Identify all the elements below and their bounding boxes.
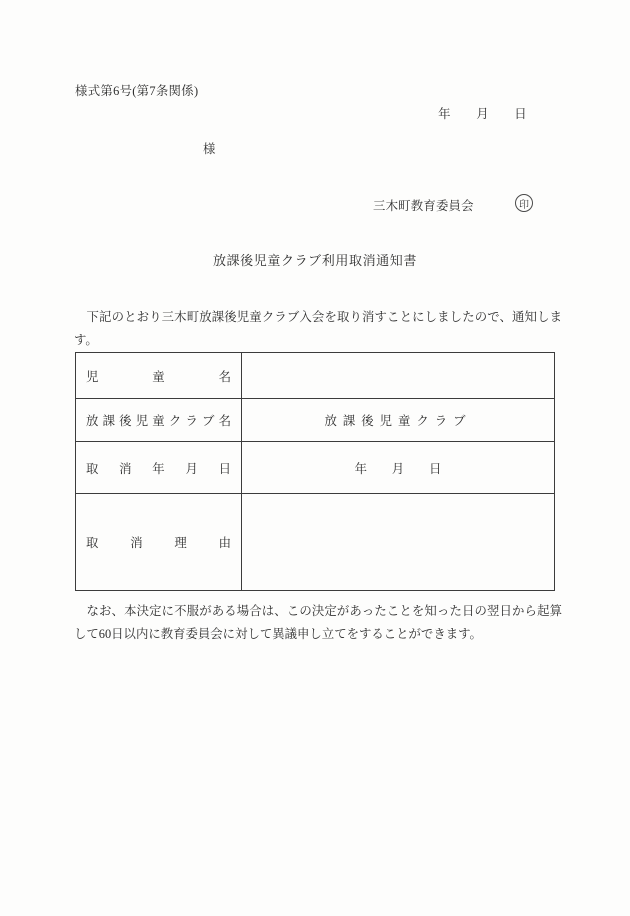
table-row-club-name-value: 放課後児童クラブ [242, 398, 554, 441]
table-row-cancel-date-value: 年 月 日 [242, 441, 554, 493]
table-row-child-name-label: 児童名 [76, 353, 242, 398]
seal-stamp-icon [515, 194, 533, 212]
table-row-cancel-date-label: 取消年月日 [76, 441, 242, 493]
form-number: 様式第6号(第7条関係) [75, 84, 199, 98]
issuer-name: 三木町教育委員会 [373, 199, 474, 213]
table-row-club-name-label: 放課後児童クラブ名 [76, 398, 242, 441]
appeal-note-paragraph: なお、本決定に不服がある場合は、この決定があったことを知った日の翌日から起算して60日以内に教育委員会に対して異議申し立てをすることができます。 [74, 604, 562, 641]
notice-table [75, 352, 555, 591]
body-paragraph: 下記のとおり三木町放課後児童クラブ入会を取り消すことにしましたので、通知します。 [74, 310, 562, 347]
seal-character: 印 [519, 199, 529, 211]
addressee-suffix: 様 [203, 142, 216, 156]
table-row-child-name-value [242, 353, 554, 398]
table-row-cancel-reason-label: 取消理由 [76, 493, 242, 590]
document-title: 放課後児童クラブ利用取消通知書 [212, 253, 417, 268]
table-row-cancel-reason-value [242, 493, 554, 590]
issue-date-line: 年 月 日 [438, 107, 527, 121]
